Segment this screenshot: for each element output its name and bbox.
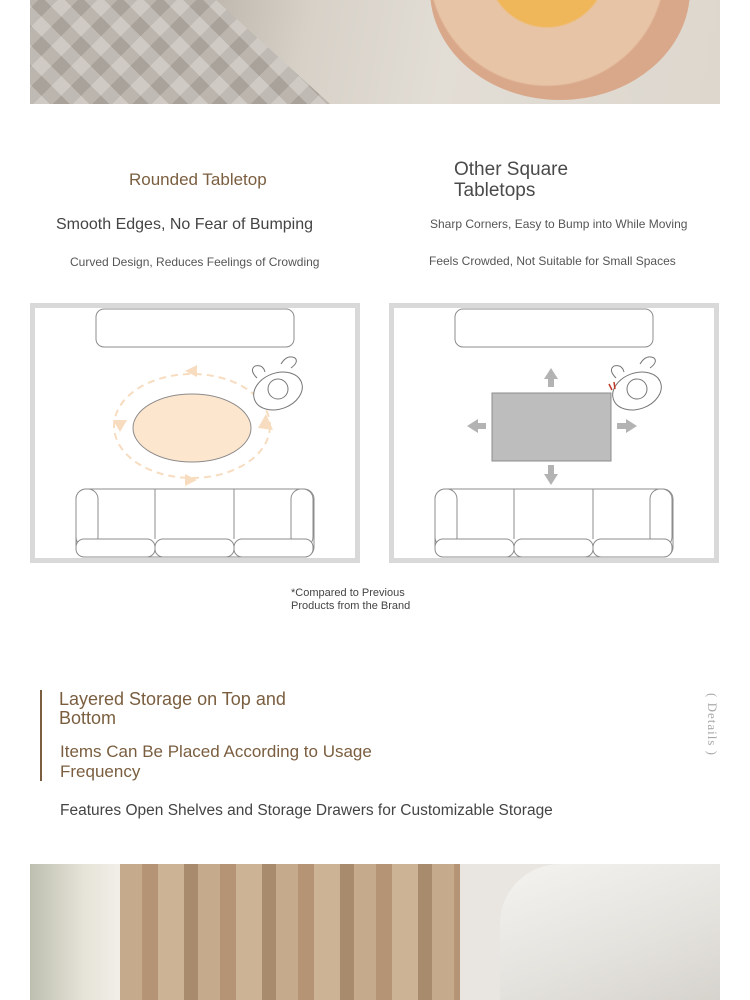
cabinet-outline — [455, 309, 653, 347]
storage-heading: Layered Storage on Top and Bottom — [59, 689, 286, 728]
person-figure — [607, 357, 666, 417]
rounded-subtitle: Smooth Edges, No Fear of Bumping — [56, 216, 314, 233]
person-figure — [248, 357, 307, 417]
rounded-note: Curved Design, Reduces Feelings of Crowding — [70, 255, 320, 269]
sofa-photo — [500, 864, 720, 1000]
storage-accent-bar — [40, 690, 42, 781]
square-table-illustration — [394, 308, 714, 558]
rounded-table-diagram — [30, 303, 360, 563]
rounded-table-illustration — [35, 308, 355, 558]
arrow-right — [258, 414, 273, 430]
square-table — [492, 393, 611, 461]
rug-texture — [30, 0, 330, 104]
square-note: Feels Crowded, Not Suitable for Small Spaces — [429, 254, 676, 268]
plate-decoration — [430, 0, 690, 100]
arrow-top — [185, 365, 197, 377]
arrow-left — [113, 420, 127, 432]
sofa-outline — [435, 489, 673, 557]
product-photo-bottom — [30, 864, 720, 1000]
square-tabletop-title: Other Square Tabletops — [454, 159, 569, 201]
storage-subheading: Items Can Be Placed According to Usage Frequency — [60, 742, 372, 781]
details-label: ( Details ) — [705, 693, 720, 756]
comparison-footnote: *Compared to Previous Products from the Brand — [291, 587, 411, 612]
storage-description: Features Open Shelves and Storage Drawers for Customizable Storage — [60, 802, 553, 819]
product-photo-top — [30, 0, 720, 104]
square-subtitle: Sharp Corners, Easy to Bump into While Moving — [430, 217, 688, 231]
arrow-bottom — [185, 474, 197, 486]
rounded-tabletop-title: Rounded Tabletop — [129, 170, 267, 189]
curtain — [120, 864, 460, 1000]
square-table-diagram — [389, 303, 719, 563]
sofa-outline — [76, 489, 314, 557]
cabinet-outline — [96, 309, 294, 347]
window-light — [30, 864, 120, 1000]
oval-table — [133, 394, 251, 462]
